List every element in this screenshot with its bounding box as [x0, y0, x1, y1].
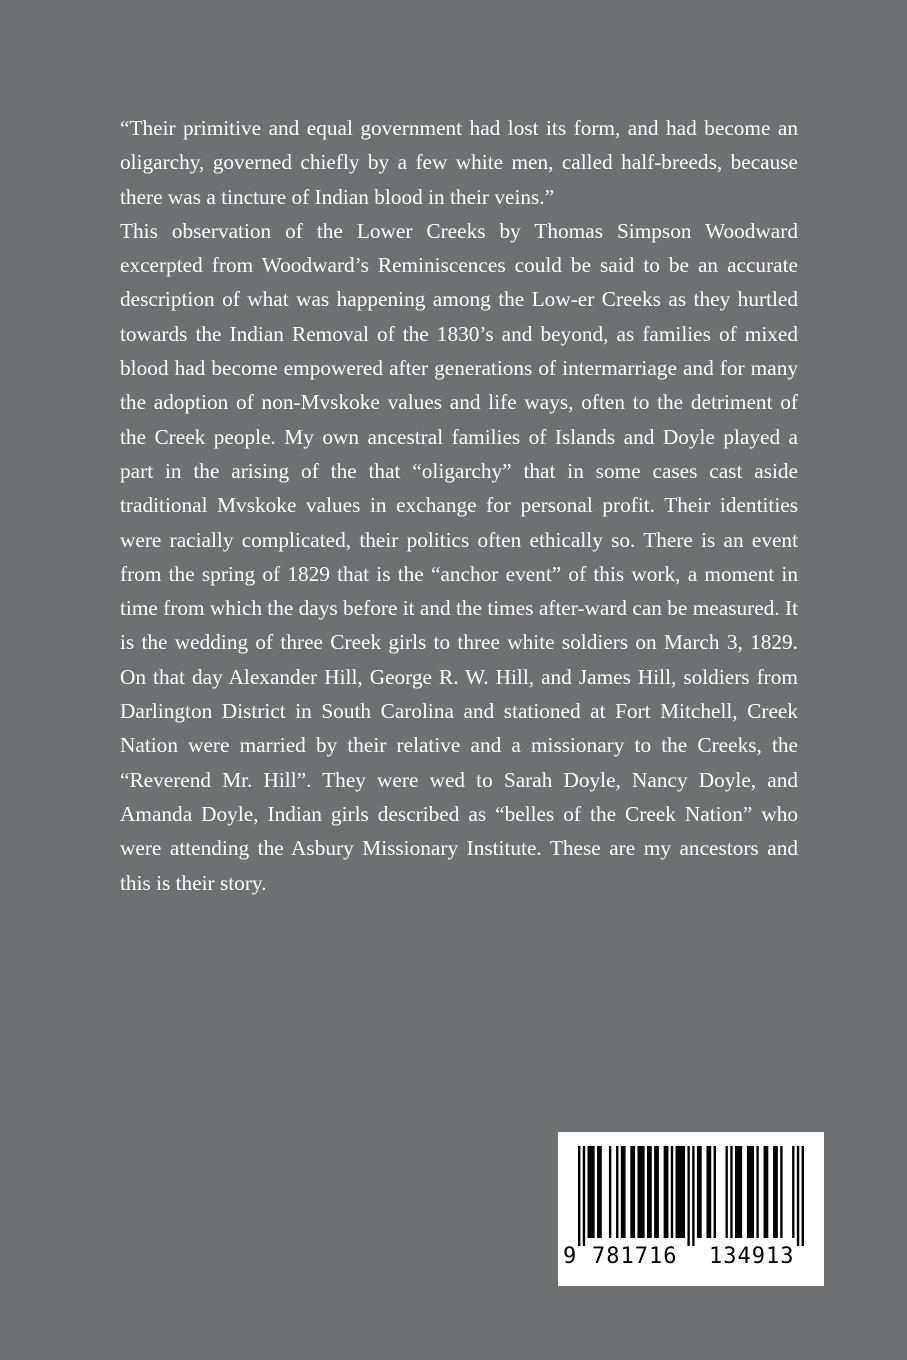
barcode-bar	[735, 1146, 742, 1238]
barcode-bar	[609, 1146, 611, 1238]
barcode-bar	[714, 1146, 716, 1238]
barcode-bar	[588, 1146, 595, 1238]
back-cover-blurb	[120, 111, 798, 900]
barcode-bar	[630, 1146, 635, 1238]
barcode-bar	[764, 1146, 769, 1238]
isbn-first-digit: 9	[563, 1244, 578, 1269]
isbn-barcode	[558, 1132, 824, 1286]
barcode-bar	[780, 1146, 782, 1238]
opening-quote: “Their primitive and equal government had lost its form, and had become an oligarchy, governed chiefly by a few white men, called half-breeds, because there was a tincture of Indian blood in their veins.”	[120, 116, 798, 209]
barcode-bar	[692, 1146, 694, 1246]
barcode-bar	[756, 1146, 758, 1238]
barcode-bar	[687, 1146, 689, 1246]
barcode-bar	[706, 1146, 711, 1238]
barcode-bar	[676, 1146, 686, 1238]
blurb-body: This observation of the Lower Creeks by Thomas Simpson Woodward excerpted from Woodward’s Reminiscences could be said to be an accurate description of what was happening among the Low-er Creeks as they hurtled towards the Indian Removal of the 1830’s and beyond, as families of mixed blood had become empowered after generations of intermarriage and for many the adoption of non-Mvskoke values and life ways, often to the detriment of the Creek people. My own ancestral families of Islands and Doyle played a part in the arising of the that “oligarchy” that in some cases cast aside traditional Mvskoke values in exchange for personal profit. Their identities were racially complicated, their politics often ethically so. There is an event from the spring of 1829 that is the “anchor event” of this work, a moment in time from which the days before it and the times after-ward can be measured. It is the wedding of three Creek girls to three white soldiers on March 3, 1829. On that day Alexander Hill, George R. W. Hill, and James Hill, soldiers from Darlington District in South Carolina and stationed at Fort Mitchell, Creek Nation were married by their relative and a missionary to the Creeks, the “Reverend Mr. Hill”. They were wed to Sarah Doyle, Nancy Doyle, and Amanda Doyle, Indian girls described as “belles of the Creek Nation” who were attending the Asbury Missionary Institute. These are my ancestors and this is their story.	[120, 218, 798, 895]
barcode-bar	[802, 1146, 804, 1246]
barcode-bar	[583, 1146, 585, 1246]
barcode-bar	[654, 1146, 659, 1238]
barcode-bar	[773, 1146, 778, 1238]
barcode-bar	[578, 1146, 580, 1246]
barcode-bars	[578, 1146, 804, 1246]
isbn-left-group: 781716	[592, 1244, 678, 1269]
barcode-bar	[621, 1146, 626, 1238]
barcode-bar	[697, 1146, 702, 1238]
barcode-bar	[747, 1146, 754, 1238]
isbn-right-group: 134913	[709, 1244, 795, 1269]
barcode-bar	[647, 1146, 652, 1238]
barcode-bar	[730, 1146, 732, 1238]
barcode-bar	[597, 1146, 602, 1238]
barcode-bar	[671, 1146, 673, 1238]
barcode-bar	[664, 1146, 669, 1238]
barcode-bar	[616, 1146, 618, 1238]
barcode-bar	[725, 1146, 727, 1238]
barcode-bar	[637, 1146, 644, 1238]
barcode-bar	[797, 1146, 799, 1246]
barcode-bar	[792, 1146, 794, 1238]
